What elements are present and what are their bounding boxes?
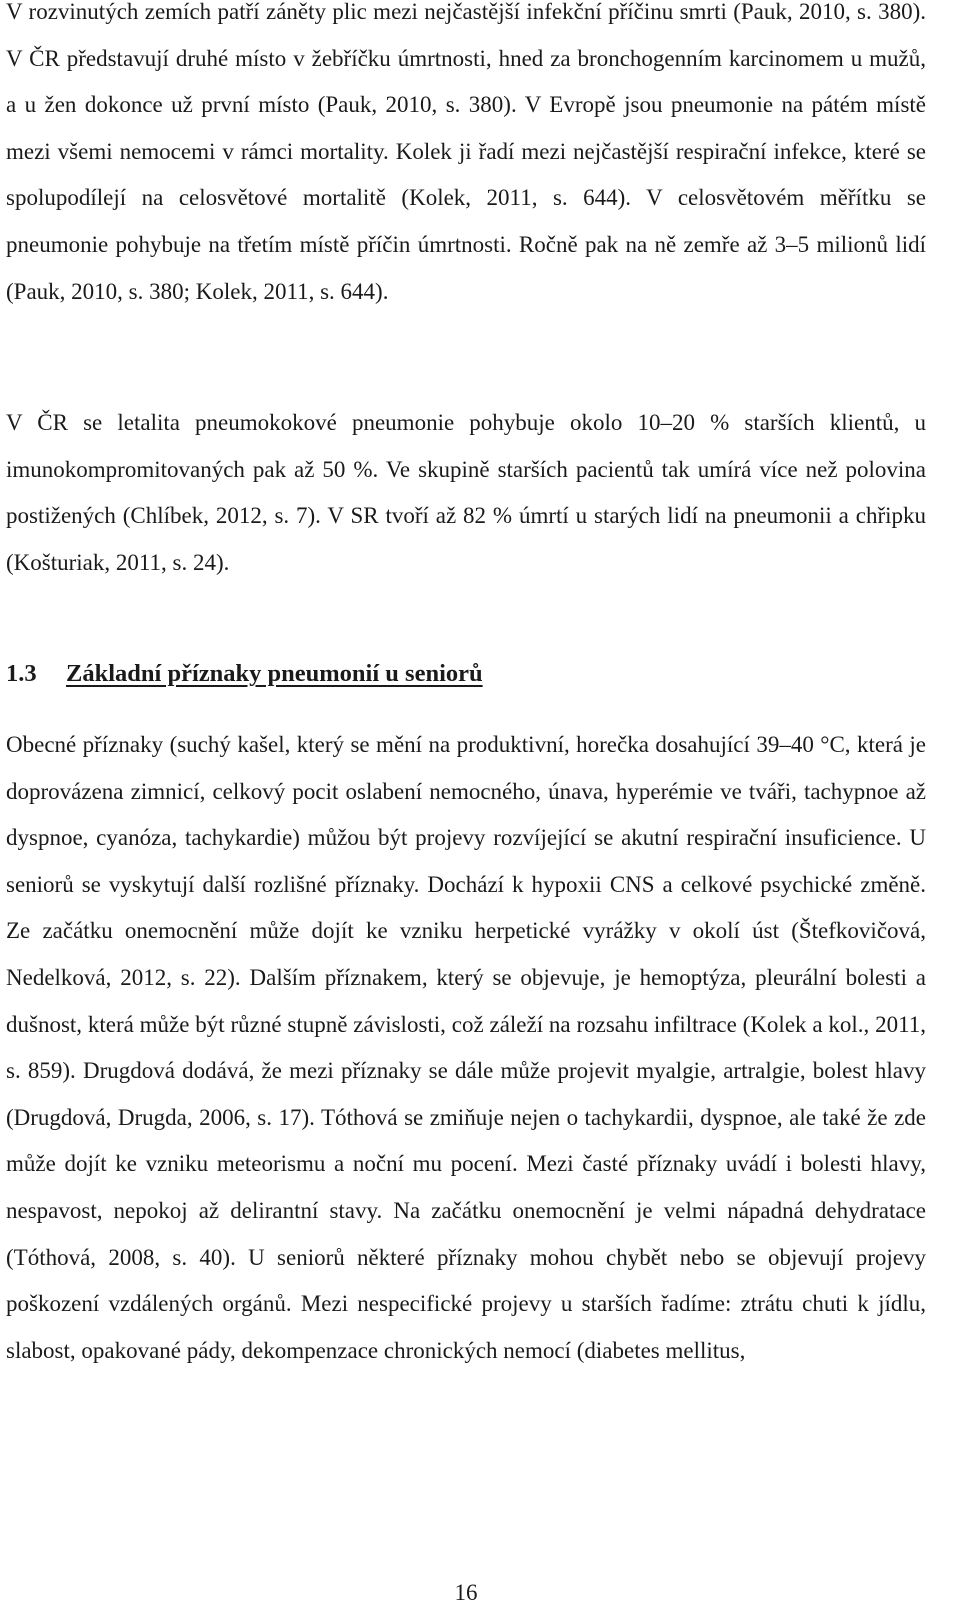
section-number: 1.3 <box>6 660 37 687</box>
paragraph-symptoms: Obecné příznaky (suchý kašel, který se mění na produktivní, horečka dosahující 39–40 °C, která je doprovázena zimnicí, celkový pocit oslabení nemocného, únava, hyperémie ve tváři, tachypnoe až dyspnoe, cyanóza, tachykardie) můžou být projevy rozvíjející se akutní respirační insuficience. U seniorů se vyskytují další rozlišné příznaky. Dochází k hypoxii CNS a celkové psychické změně. Ze začátku onemocnění může dojít ke vzniku herpetické vyrážky v okolí úst (Štefkovičová, Nedelková, 2012, s. 22). Dalším příznakem, který se objevuje, je hemoptýza, pleurální bolesti a dušnost, která může být různé stupně závislosti, což záleží na rozsahu infiltrace (Kolek a kol., 2011, s. 859). Drugdová dodává, že mezi příznaky se dále může projevit myalgie, artralgie, bolest hlavy (Drugdová, Drugda, 2006, s. 17). Tóthová se zmiňuje nejen o tachykardii, dyspnoe, ale také že zde může dojít ke vzniku meteorismu a noční mu pocení. Mezi časté příznaky uvádí i bolesti hlavy, nespavost, nepokoj až delirantní stavy. Na začátku onemocnění je velmi nápadná dehydratace (Tóthová, 2008, s. 40). U seniorů některé příznaky mohou chybět nebo se objevují projevy poškození vzdálených orgánů. Mezi nespecifické projevy u starších řadíme: ztrátu chuti k jídlu, slabost, opakované pády, dekompenzace chronických nemocí (diabetes mellitus, <box>6 732 926 1363</box>
section-heading <box>6 652 483 696</box>
paragraph-lethality-cr: V ČR se letalita pneumokokové pneumonie pohybuje okolo 10–20 % starších klientů, u imunokompromitovaných pak až 50 %. Ve skupině starších pacientů tak umírá více než polovina postižených (Chlíbek, 2012, s. 7). V SR tvoří až 82 % úmrtí u starých lidí na pneumonii a chřipku (Košturiak, 2011, s. 24). <box>6 410 926 575</box>
page-number: 16 <box>454 1580 478 1605</box>
paragraph-mortality-europe: V rozvinutých zemích patří záněty plic mezi nejčastější infekční příčinu smrti (Pauk, 2010, s. 380). V ČR představují druhé místo v žebříčku úmrtnosti, hned za bronchogenním karcinomem u mužů, a u žen dokonce už první místo (Pauk, 2010, s. 380). V Evropě jsou pneumonie na pátém místě mezi všemi nemocemi v rámci mortality. Kolek ji řadí mezi nejčastější respirační infekce, které se spolupodílejí na celosvětové mortalitě (Kolek, 2011, s. 644). V celosvětovém měřítku se pneumonie pohybuje na třetím místě příčin úmrtnosti. Ročně pak na ně zemře až 3–5 milionů lidí (Pauk, 2010, s. 380; Kolek, 2011, s. 644). <box>6 0 926 304</box>
section-title: Základní příznaky pneumonií u seniorů <box>66 660 483 687</box>
